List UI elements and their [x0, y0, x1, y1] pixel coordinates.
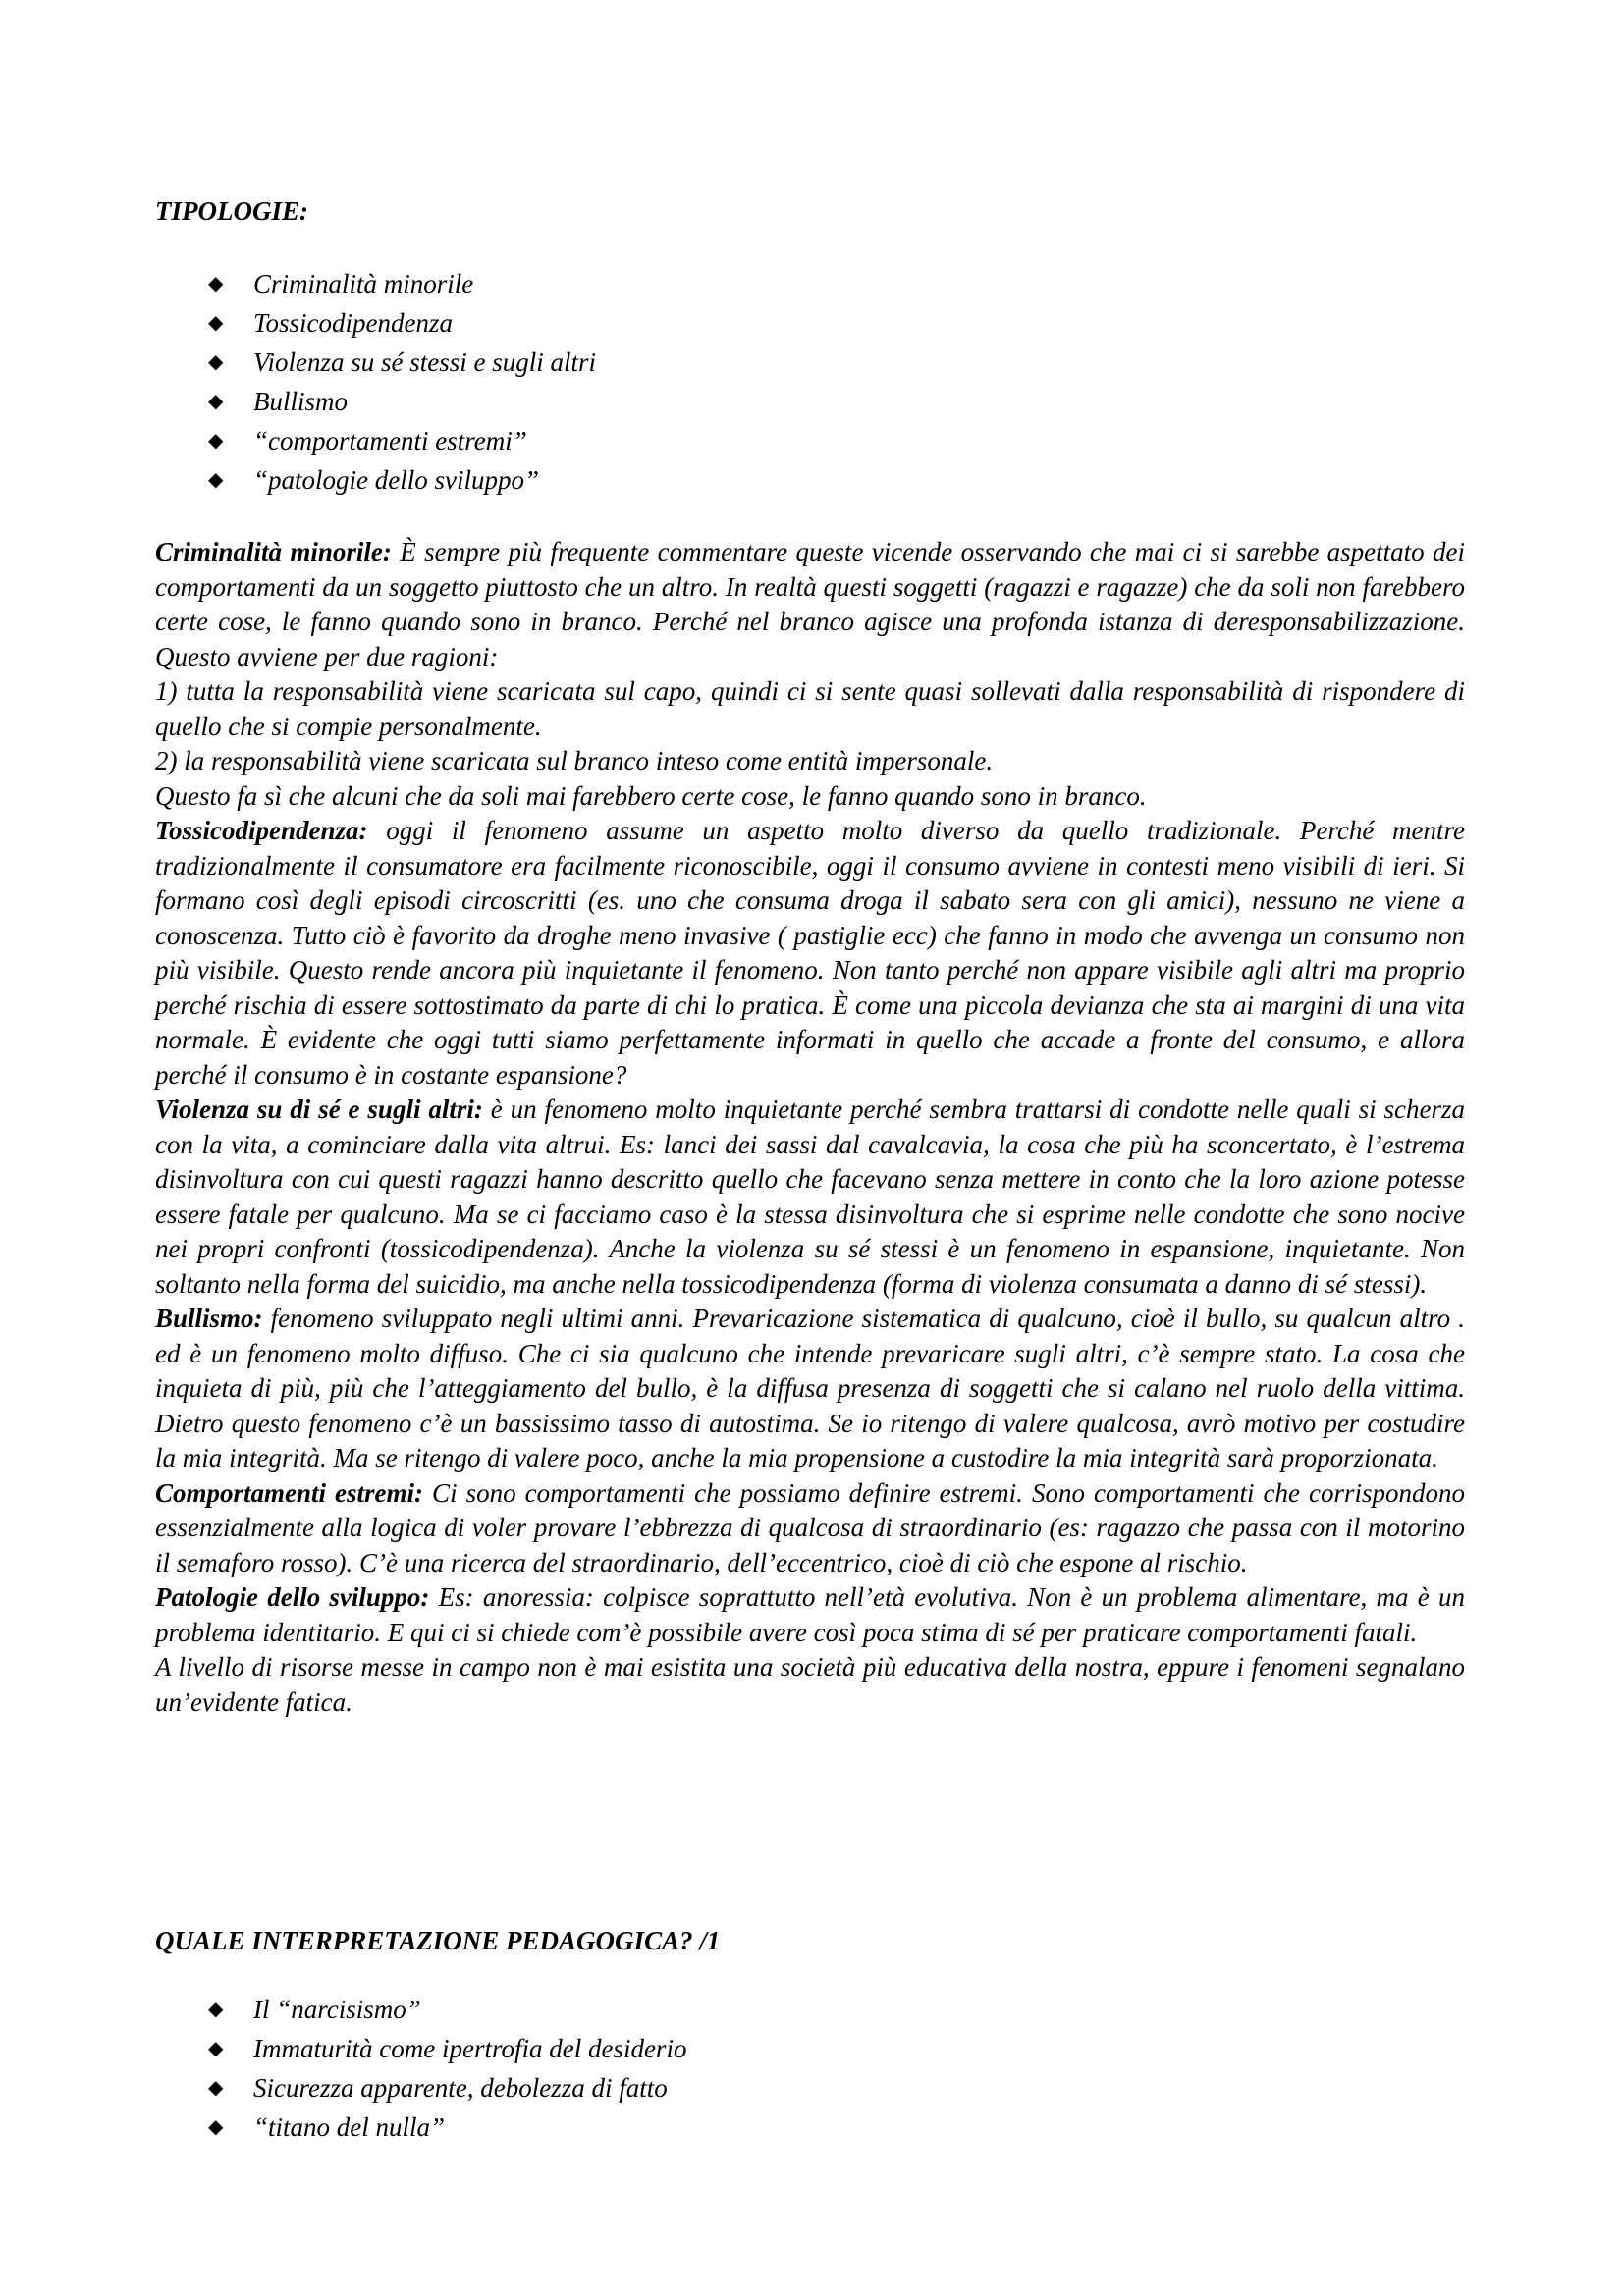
diamond-bullet-icon: ◆	[208, 273, 224, 294]
paragraph-ragione-1: 1) tutta la responsabilità viene scaricata sul capo, quindi ci si sente quasi sollevati dalla responsabilità di rispondere di quello che si compie personalmente.	[155, 676, 1465, 741]
diamond-bullet-icon: ◆	[208, 430, 224, 452]
term-violenza: Violenza su di sé e sugli altri:	[155, 1095, 483, 1124]
paragraph-chiusura: A livello di risorse messe in campo non è mai esistita una società più educativa della nostra, eppure i fenomeni segnalano un’evidente fatica.	[155, 1652, 1465, 1717]
document-page: TIPOLOGIE: ◆ Criminalità minorile ◆ Tossicodipendenza ◆ Violenza su sé stessi e sugli altri ◆ Bullismo ◆ “comportamenti estremi” ◆ “patologie dello sviluppo” Criminalità minorile: È sempre più frequente commentare queste vicende osservando che mai ci si sarebbe aspettato dei comportamenti da un soggetto piuttosto che un altro. In realtà questi soggetti (ragazzi e ragazze) che da soli non farebbero certe cose, le fanno quando sono in branco. Perché nel branco agisce una profonda istanza di deresponsabilizzazione. Questo avviene per due ragioni: 1) tutta la responsabilità viene scaricata sul capo, quindi ci si sente quasi sollevati dalla responsabilità di rispondere di quello che si compie personalmente. 2) la responsabilità viene scaricata sul branco inteso come entità impersonale. Questo fa sì che alcuni che da soli mai farebbero certe cose, le fanno quando sono in branco. Tossicodipendenza: oggi il fenomeno assume un aspetto molto diverso da quello tradizionale. Perché mentre tradizionalmente il consumatore era facilmente riconoscibile, oggi il consumo avviene in contesti meno visibili di ieri. Si formano così degli episodi circoscritti (es. uno che consuma droga il sabato sera con gli amici), nessuno ne viene a conoscenza. Tutto ciò è favorito da droghe meno invasive ( pastiglie ecc) che fanno in modo che avvenga un consumo non più visibile. Questo rende ancora più inquietante il fenomeno. Non tanto perché non appare visibile agli altri ma proprio perché rischia di essere sottostimato da parte di chi lo pratica. È come una piccola devianza che sta ai margini di una vita normale. È evidente che oggi tutti siamo perfettamente informati in quello che accade a fronte del consumo, e allora perché il consumo è in costante espansione? Violenza su di sé e sugli altri: è un fenomeno molto inquietante perché sembra trattarsi di condotte nelle quali si scherza con la vita, a cominciare dalla vita altrui. Es: lanci dei sassi dal cavalcavia, la cosa che più ha sconcertato, è l’estrema disinvoltura con cui questi ragazzi hanno descritto quello che facevano senza mettere in conto che la loro azione potesse essere fatale per qualcuno. Ma se ci facciamo caso è la stessa disinvoltura che si esprime nelle condotte che sono nocive nei propri confronti (tossicodipendenza). Anche la violenza su sé stessi è un fenomeno in espansione, inquietante. Non soltanto nella forma del suicidio, ma anche nella tossicodipendenza (forma di violenza consumata a danno di sé stessi). Bullismo: fenomeno sviluppato negli ultimi anni. Prevaricazione sistematica di qualcuno, cioè il bullo, su qualcun altro . ed è un fenomeno molto diffuso. Che ci sia qualcuno che intende prevaricare sugli altri, c’è sempre stato. La cosa che inquieta di più, più che l’atteggiamento del bullo, è la diffusa presenza di soggetti che si calano nel ruolo della vittima. Dietro questo fenomeno c’è un bassissimo tasso di autostima. Se io ritengo di valere qualcosa, avrò motivo per costudire la mia integrità. Ma se ritengo di valere poco, anche la mia propensione a custodire la mia integrità sarà proporzionata. Comportamenti estremi: Ci sono comportamenti che possiamo definire estremi. Sono comportamenti che corrispondono essenzialmente alla logica di voler provare l’ebbrezza di qualcosa di straordinario (es: ragazzo che passa con il motorino il semaforo rosso). C’è una ricerca del straordinario, dell’eccentrico, cioè di ciò che espone al rischio. Patologie dello sviluppo: Es: anoressia: colpisce soprattutto nell’età evolutiva. Non è un problema alimentare, ma è un problema identitario. E qui ci si chiede com’è possibile avere così poca stima di sé per praticare comportamenti fatali. A livello di risorse messe in campo non è mai esistita una società più educativa della nostra, eppure i fenomeni segnalano un’evidente fatica. QUALE INTERPRETAZIONE PEDAGOGICA? /1 ◆ Il “narcisismo” ◆ Immaturità come ipertrofia del desiderio ◆ Sicurezza apparente, debolezza di fatto ◆ “titano del nulla”	[0, 0, 1623, 2296]
term-estremi: Comportamenti estremi:	[155, 1477, 424, 1508]
paragraph-criminalita: Criminalità minorile: È sempre più frequente commentare queste vicende osservando che mai ci si sarebbe aspettato dei comportamenti da un soggetto piuttosto che un altro. In realtà questi soggetti (ragazzi e ragazze) che da soli non farebbero certe cose, le fanno quando sono in branco. Perché nel branco agisce una profonda istanza di deresponsabilizzazione. Questo avviene per due ragioni:	[155, 537, 1465, 671]
diamond-bullet-icon: ◆	[208, 469, 224, 491]
diamond-bullet-icon: ◆	[208, 1999, 224, 2020]
tipologie-heading: TIPOLOGIE:	[155, 196, 308, 226]
paragraph-violenza: Violenza su di sé e sugli altri: è un fenomeno molto inquietante perché sembra trattarsi di condotte nelle quali si scherza con la vita, a cominciare dalla vita altrui. Es: lanci dei sassi dal cavalcavia, la cosa che più ha sconcertato, è l’estrema disinvoltura con cui questi ragazzi hanno descritto quello che facevano senza mettere in conto che la loro azione potesse essere fatale per qualcuno. Ma se ci facciamo caso è la stessa disinvoltura che si esprime nelle condotte che sono nocive nei propri confronti (tossicodipendenza). Anche la violenza su sé stessi è un fenomeno in espansione, inquietante. Non soltanto nella forma del suicidio, ma anche nella tossicodipendenza (forma di violenza consumata a danno di sé stessi).	[155, 1095, 1466, 1299]
term-bullismo: Bullismo:	[155, 1304, 263, 1333]
diamond-bullet-icon: ◆	[208, 2116, 224, 2138]
diamond-bullet-icon: ◆	[208, 2038, 224, 2059]
paragraph-ragione-2: 2) la responsabilità viene scaricata sul branco inteso come entità impersonale.	[155, 746, 994, 775]
paragraph-patologie: Patologie dello sviluppo: Es: anoressia: colpisce soprattutto nell’età evolutiva. Non è un problema alimentare, ma è un problema identitario. E qui ci si chiede com’è possibile avere così poca stima di sé per praticare comportamenti fatali.	[155, 1582, 1465, 1647]
diamond-bullet-icon: ◆	[208, 2077, 224, 2099]
term-patologie: Patologie dello sviluppo:	[155, 1582, 430, 1612]
paragraph-estremi: Comportamenti estremi: Ci sono comportamenti che possiamo definire estremi. Sono comportamenti che corrispondono essenzialmente alla logica di voler provare l’ebbrezza di qualcosa di straordinario (es: ragazzo che passa con il motorino il semaforo rosso). C’è una ricerca del straordinario, dell’eccentrico, cioè di ciò che espone al rischio.	[155, 1477, 1465, 1577]
paragraph-conclusione: Questo fa sì che alcuni che da soli mai farebbero certe cose, le fanno quando sono in branco.	[155, 780, 1147, 811]
diamond-bullet-icon: ◆	[208, 351, 224, 373]
diamond-bullet-icon: ◆	[208, 391, 224, 412]
diamond-bullet-icon: ◆	[208, 312, 224, 334]
paragraph-bullismo: Bullismo: fenomeno sviluppato negli ultimi anni. Prevaricazione sistematica di qualcuno, cioè il bullo, su qualcun altro . ed è un fenomeno molto diffuso. Che ci sia qualcuno che intende prevaricare sugli altri, c’è sempre stato. La cosa che inquieta di più, più che l’atteggiamento del bullo, è la diffusa presenza di soggetti che si calano nel ruolo della vittima. Dietro questo fenomeno c’è un bassissimo tasso di autostima. Se io ritengo di valere qualcosa, avrò motivo per costudire la mia integrità. Ma se ritengo di valere poco, anche la mia propensione a custodire la mia integrità sarà proporzionata.	[155, 1304, 1465, 1472]
term-criminalita: Criminalità minorile:	[155, 537, 392, 566]
term-tossicodipendenza: Tossicodipendenza:	[155, 816, 368, 845]
body-text	[155, 535, 1465, 1720]
interpretazione-heading: QUALE INTERPRETAZIONE PEDAGOGICA? /1	[155, 1926, 721, 1955]
paragraph-tossicodipendenza: Tossicodipendenza: oggi il fenomeno assume un aspetto molto diverso da quello tradizionale. Perché mentre tradizionalmente il consumatore era facilmente riconoscibile, oggi il consumo avviene in contesti meno visibili di ieri. Si formano così degli episodi circoscritti (es. uno che consuma droga il sabato sera con gli amici), nessuno ne viene a conoscenza. Tutto ciò è favorito da droghe meno invasive ( pastiglie ecc) che fanno in modo che avvenga un consumo non più visibile. Questo rende ancora più inquietante il fenomeno. Non tanto perché non appare visibile agli altri ma proprio perché rischia di essere sottostimato da parte di chi lo pratica. È come una piccola devianza che sta ai margini di una vita normale. È evidente che oggi tutti siamo perfettamente informati in quello che accade a fronte del consumo, e allora perché il consumo è in costante espansione?	[155, 816, 1465, 1090]
